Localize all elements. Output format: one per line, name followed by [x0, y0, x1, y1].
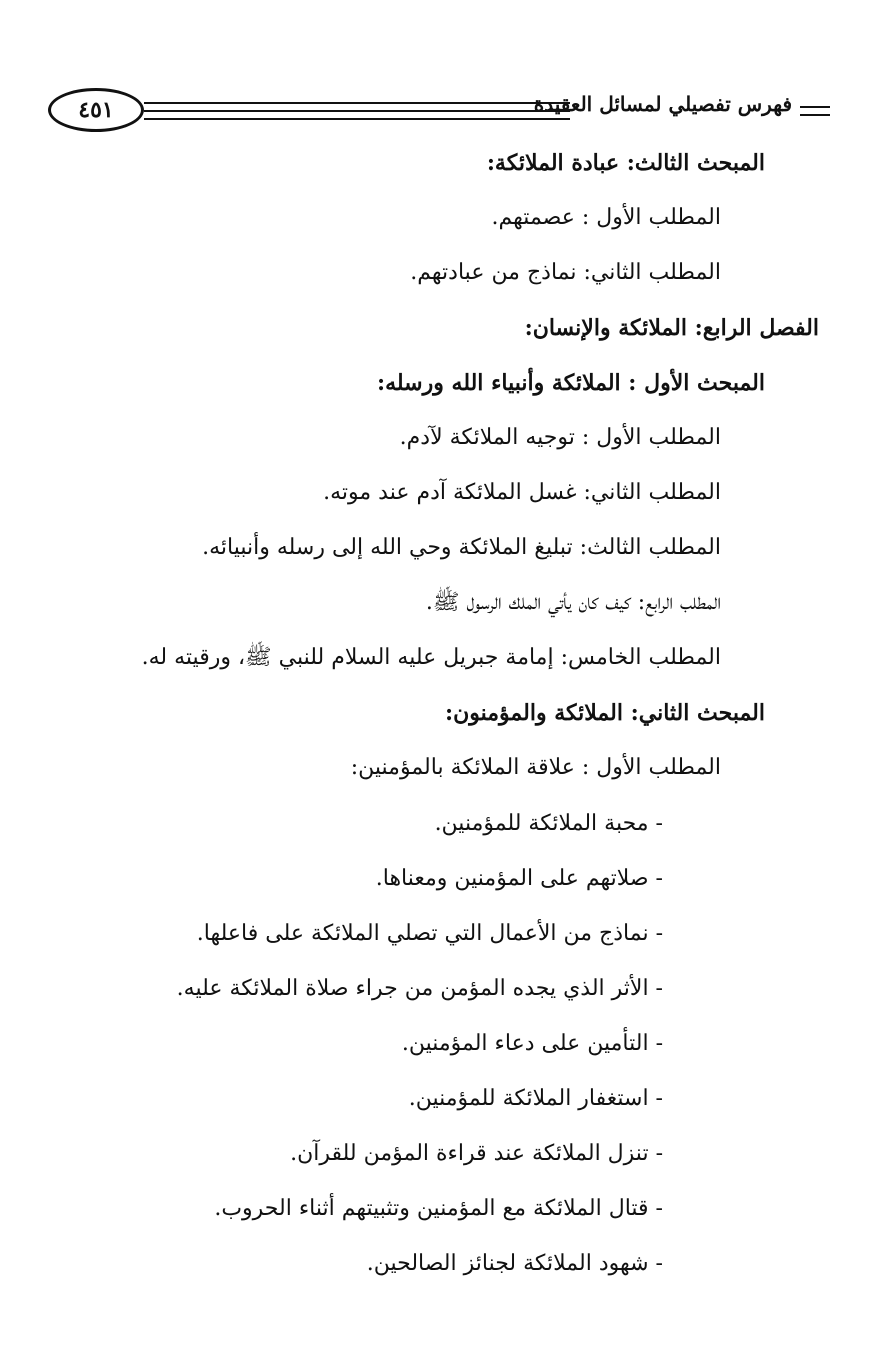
- header-title: فهرس تفصيلي لمسائل العقيدة: [533, 92, 792, 116]
- section-heading: المبحث الثالث: عبادة الملائكة:: [486, 150, 765, 176]
- toc-sub-entry: - نماذج من الأعمال التي تصلي الملائكة على فاعلها.: [196, 921, 663, 946]
- header-dash: [800, 114, 830, 116]
- chapter-heading: الفصل الرابع: الملائكة والإنسان:: [524, 315, 819, 341]
- header-dash: [800, 106, 830, 108]
- toc-sub-entry: - صلاتهم على المؤمنين ومعناها.: [375, 866, 663, 891]
- toc-entry: المطلب الرابع: كيف كان يأتي الملك الرسول ﷺ.: [425, 590, 721, 615]
- header-rule: [144, 110, 570, 112]
- toc-entry: المطلب الأول : توجيه الملائكة لآدم.: [399, 425, 721, 450]
- running-header: [40, 70, 830, 150]
- toc-sub-entry: - شهود الملائكة لجنائز الصالحين.: [366, 1251, 663, 1276]
- toc-entry: المطلب الخامس: إمامة جبريل عليه السلام للنبي ﷺ، ورقيته له.: [141, 645, 721, 670]
- toc-sub-entry: - استغفار الملائكة للمؤمنين.: [408, 1086, 663, 1111]
- section-heading: المبحث الأول : الملائكة وأنبياء الله ورسله:: [376, 370, 765, 396]
- toc-entry: المطلب الثالث: تبليغ الملائكة وحي الله إلى رسله وأنبيائه.: [202, 535, 721, 560]
- toc-entry: المطلب الأول : عصمتهم.: [491, 205, 721, 230]
- toc-entry: المطلب الثاني: نماذج من عبادتهم.: [410, 260, 721, 285]
- page-number: ٤٥١: [48, 88, 144, 132]
- toc-sub-entry: - محبة الملائكة للمؤمنين.: [434, 811, 663, 836]
- toc-sub-entry: - تنزل الملائكة عند قراءة المؤمن للقرآن.: [290, 1141, 663, 1166]
- toc-entry: المطلب الثاني: غسل الملائكة آدم عند موته.: [323, 480, 721, 505]
- header-rule: [144, 102, 570, 104]
- section-heading: المبحث الثاني: الملائكة والمؤمنون:: [444, 700, 765, 726]
- toc-entry: المطلب الأول : علاقة الملائكة بالمؤمنين:: [350, 755, 721, 780]
- toc-sub-entry: - قتال الملائكة مع المؤمنين وتثبيتهم أثناء الحروب.: [214, 1196, 663, 1221]
- toc-sub-entry: - التأمين على دعاء المؤمنين.: [401, 1031, 663, 1056]
- toc-sub-entry: - الأثر الذي يجده المؤمن من جراء صلاة الملائكة عليه.: [176, 976, 663, 1001]
- header-rule: [144, 118, 570, 120]
